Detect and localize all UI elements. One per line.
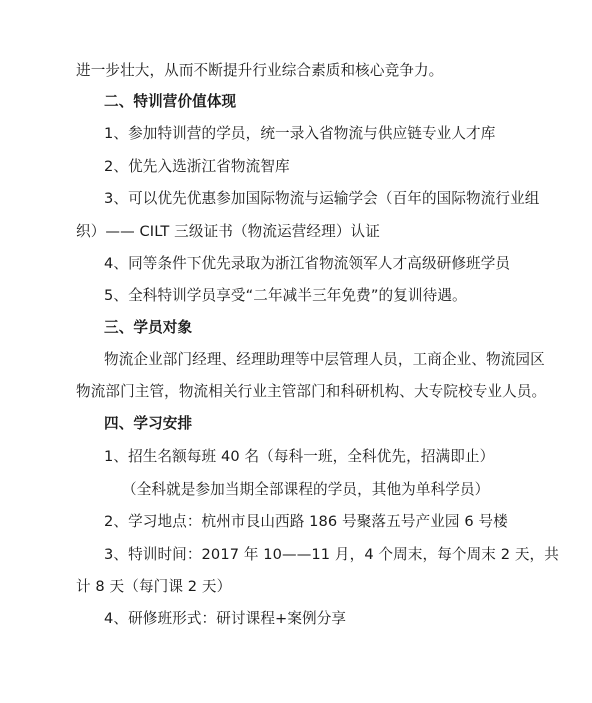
- audience-line-2: 物流部门主管，物流相关行业主管部门和科研机构、大专院校专业人员。: [76, 383, 547, 400]
- schedule-time: 3、特训时间：2017 年 10——11 月，4 个周末，每个周末 2 天，共: [104, 546, 559, 563]
- section-heading-audience: 三、学员对象: [104, 319, 193, 336]
- value-item-2: 2、优先入选浙江省物流智库: [104, 158, 290, 175]
- value-item-3: 3、可以优先优惠参加国际物流与运输学会（百年的国际物流行业组: [104, 190, 540, 207]
- audience-line-1: 物流企业部门经理、经理助理等中层管理人员，工商企业、物流园区: [104, 351, 545, 368]
- continuation-paragraph: 进一步壮大，从而不断提升行业综合素质和核心竞争力。: [76, 62, 444, 79]
- section-heading-value: 二、特训营价值体现: [104, 93, 237, 110]
- value-item-1: 1、参加特训营的学员，统一录入省物流与供应链专业人才库: [104, 125, 496, 142]
- value-item-5: 5、全科特训学员享受“二年减半三年免费”的复训待遇。: [104, 287, 467, 304]
- section-heading-schedule: 四、学习安排: [104, 415, 193, 432]
- value-item-4: 4、同等条件下优先录取为浙江省物流领军人才高级研修班学员: [104, 255, 511, 272]
- schedule-enrollment: 1、招生名额每班 40 名（每科一班，全科优先，招满即止）: [104, 448, 495, 465]
- schedule-time-continued: 计 8 天（每门课 2 天）: [76, 578, 232, 595]
- schedule-format: 4、研修班形式：研讨课程+案例分享: [104, 610, 347, 627]
- value-item-3-continued: 织）—— CILT 三级证书（物流运营经理）认证: [76, 223, 380, 240]
- schedule-location: 2、学习地点：杭州市艮山西路 186 号聚落五号产业园 6 号楼: [104, 513, 508, 530]
- schedule-enrollment-note: （全科就是参加当期全部课程的学员，其他为单科学员）: [122, 481, 490, 498]
